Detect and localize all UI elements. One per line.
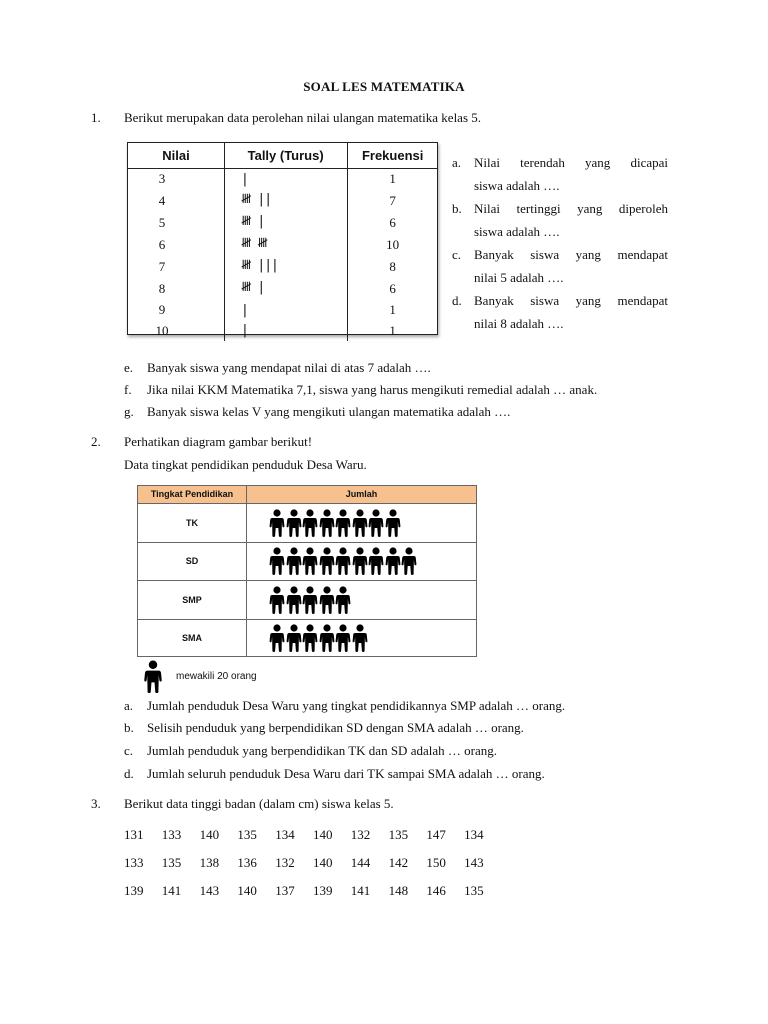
question-letter: a.	[452, 155, 462, 170]
person-icon	[302, 624, 318, 652]
person-icon	[286, 547, 302, 575]
q3-intro: Berikut data tinggi badan (dalam cm) siswa kelas 5.	[124, 796, 394, 811]
tally-cell-frekuensi: 6	[389, 280, 396, 296]
question-text-line2: siswa adalah ….	[474, 178, 560, 193]
height-value: 140	[237, 883, 257, 898]
person-icon	[368, 547, 384, 575]
person-icon	[385, 509, 401, 537]
height-value: 140	[199, 827, 220, 842]
height-value: 146	[426, 883, 446, 898]
pictograph-header	[138, 486, 476, 504]
pictograph-icons	[247, 504, 476, 542]
pictograph-legend	[143, 660, 257, 693]
tally-cell-frekuensi: 7	[389, 192, 396, 208]
person-icon	[302, 586, 318, 614]
question-letter: b.	[124, 720, 134, 735]
height-value: 140	[312, 827, 333, 842]
question-letter: d.	[124, 766, 134, 781]
person-icon	[335, 586, 351, 614]
question-text: Banyak siswa kelas V yang mengikuti ulangan matematika adalah ….	[147, 404, 511, 419]
height-value: 133	[161, 827, 182, 842]
height-value: 138	[199, 855, 220, 870]
tally-cell-tally: |	[224, 300, 347, 321]
height-value: 139	[124, 883, 144, 898]
side-question	[452, 197, 668, 243]
tally-cell-tally: |	[224, 321, 347, 342]
question-text-line2: nilai 5 adalah ….	[474, 270, 564, 285]
tally-header-tally: Tally (Turus)	[224, 143, 347, 169]
pictograph-header-level: Tingkat Pendidikan	[138, 486, 247, 503]
question-text-line2: siswa adalah ….	[474, 224, 560, 239]
tally-cell-nilai: 7	[128, 256, 224, 278]
person-icon	[269, 547, 285, 575]
person-icon	[143, 660, 163, 693]
person-icon	[302, 509, 318, 537]
q1-number: 1.	[91, 110, 101, 125]
question-text: Jika nilai KKM Matematika 7,1, siswa yang harus mengikuti remedial adalah … anak.	[147, 382, 598, 397]
question-text-line1: Nilai terendah yang dicapai	[474, 155, 668, 170]
person-icon	[269, 624, 285, 652]
person-icon	[335, 509, 351, 537]
person-icon	[286, 624, 302, 652]
tally-cell-nilai: 10	[128, 321, 224, 342]
height-data-row	[124, 855, 502, 871]
pictograph-row	[138, 581, 476, 620]
question-text: Jumlah seluruh penduduk Desa Waru dari TK sampai SMA adalah … orang.	[147, 766, 545, 781]
tally-row	[128, 256, 437, 278]
height-value: 137	[275, 883, 295, 898]
person-icon	[286, 509, 302, 537]
question-letter: d.	[452, 293, 462, 308]
height-value: 136	[237, 855, 257, 870]
person-icon	[286, 586, 302, 614]
q3-number: 3.	[91, 796, 101, 811]
pictograph-row	[138, 504, 476, 543]
pictograph-icons	[247, 543, 476, 581]
height-value: 132	[350, 827, 371, 842]
person-icon	[385, 547, 401, 575]
tally-cell-nilai: 8	[128, 278, 224, 300]
tally-cell-frekuensi: 6	[389, 214, 396, 230]
height-value: 140	[312, 855, 333, 870]
q1-side-questions	[452, 151, 668, 335]
pictograph-label: SMP	[138, 581, 247, 619]
person-icon	[302, 547, 318, 575]
side-question	[452, 243, 668, 289]
person-icon	[269, 586, 285, 614]
pictograph-row	[138, 620, 476, 658]
person-icon	[335, 547, 351, 575]
person-icon	[319, 586, 335, 614]
person-icon	[401, 547, 417, 575]
height-value: 135	[388, 827, 409, 842]
height-value: 139	[312, 883, 333, 898]
pictograph-label: SMA	[138, 620, 247, 658]
tally-row	[128, 321, 437, 342]
tally-cell-frekuensi: 1	[389, 171, 396, 187]
height-value: 142	[388, 855, 409, 870]
person-icon	[269, 509, 285, 537]
person-icon	[319, 624, 335, 652]
height-value: 131	[124, 827, 144, 842]
question-letter: g.	[124, 404, 134, 419]
question-text-line2: nilai 8 adalah ….	[474, 316, 564, 331]
height-data-row	[124, 883, 502, 899]
question-letter: f.	[124, 382, 132, 397]
question-text: Selisih penduduk yang berpendidikan SD dengan SMA adalah … orang.	[147, 720, 524, 735]
person-icon	[352, 547, 368, 575]
pictograph-header-count: Jumlah	[345, 489, 378, 499]
height-value: 134	[275, 827, 295, 842]
q2-number: 2.	[91, 434, 101, 449]
height-value: 148	[388, 883, 409, 898]
height-value: 143	[199, 883, 220, 898]
tally-cell-tally: 𝍸 |	[224, 212, 347, 234]
tally-cell-frekuensi: 1	[389, 322, 396, 338]
height-value: 135	[161, 855, 182, 870]
person-icon	[319, 547, 335, 575]
question-letter: c.	[452, 247, 462, 262]
tally-cell-frekuensi: 10	[386, 236, 400, 252]
tally-cell-tally: 𝍸 |||	[224, 256, 347, 278]
height-data-row	[124, 827, 502, 843]
height-value: 141	[350, 883, 371, 898]
height-value: 144	[350, 855, 371, 870]
tally-row	[128, 234, 437, 256]
tally-row	[128, 169, 437, 190]
pictograph-table	[137, 485, 477, 657]
q2-subtitle: Data tingkat pendidikan penduduk Desa Waru.	[124, 457, 367, 472]
tally-table	[127, 142, 438, 339]
tally-cell-frekuensi: 8	[389, 258, 396, 274]
height-value: 150	[426, 855, 446, 870]
tally-header-frekuensi: Frekuensi	[348, 143, 437, 169]
question-text: Banyak siswa yang mendapat nilai di atas 7 adalah ….	[147, 360, 431, 375]
tally-cell-nilai: 4	[128, 190, 224, 212]
question-text-line1: Nilai tertinggi yang diperoleh	[474, 201, 668, 216]
page-title: SOAL LES MATEMATIKA	[303, 79, 465, 94]
side-question	[452, 151, 668, 197]
tally-cell-tally: 𝍸 |	[224, 278, 347, 300]
tally-row	[128, 190, 437, 212]
tally-cell-tally: 𝍸 𝍸	[224, 234, 347, 256]
person-icon	[335, 624, 351, 652]
question-letter: e.	[124, 360, 134, 375]
question-letter: b.	[452, 201, 462, 216]
height-value: 135	[237, 827, 257, 842]
person-icon	[368, 509, 384, 537]
q2-intro: Perhatikan diagram gambar berikut!	[124, 434, 313, 449]
pictograph-row	[138, 543, 476, 582]
pictograph-label: SD	[138, 543, 247, 581]
tally-cell-frekuensi: 1	[389, 302, 396, 318]
tally-cell-nilai: 6	[128, 234, 224, 256]
height-value: 147	[426, 827, 446, 842]
tally-row	[128, 300, 437, 321]
tally-row	[128, 278, 437, 300]
pictograph-label: TK	[138, 504, 247, 542]
question-text: Jumlah penduduk yang berpendidikan TK dan SD adalah … orang.	[147, 743, 497, 758]
legend-text: mewakili 20 orang	[176, 671, 257, 682]
person-icon	[319, 509, 335, 537]
height-value: 132	[275, 855, 295, 870]
question-text-line1: Banyak siswa yang mendapat	[474, 293, 668, 308]
height-value: 133	[124, 855, 144, 870]
tally-cell-nilai: 5	[128, 212, 224, 234]
tally-row	[128, 212, 437, 234]
height-value: 134	[464, 827, 484, 842]
height-value: 135	[464, 883, 484, 898]
q1-intro: Berikut merupakan data perolehan nilai ulangan matematika kelas 5.	[124, 110, 482, 125]
tally-cell-nilai: 9	[128, 300, 224, 321]
question-text-line1: Banyak siswa yang mendapat	[474, 247, 668, 262]
height-value: 143	[464, 855, 484, 870]
person-icon	[352, 624, 368, 652]
height-value: 141	[161, 883, 182, 898]
tally-cell-tally: 𝍸 ||	[224, 190, 347, 212]
question-text: Jumlah penduduk Desa Waru yang tingkat pendidikannya SMP adalah … orang.	[147, 698, 566, 713]
question-letter: c.	[124, 743, 134, 758]
person-icon	[352, 509, 368, 537]
tally-header-nilai: Nilai	[128, 143, 224, 169]
tally-cell-tally: |	[224, 169, 347, 190]
tally-cell-nilai: 3	[128, 169, 224, 190]
pictograph-icons	[247, 620, 476, 658]
pictograph-icons	[247, 581, 476, 619]
side-question	[452, 289, 668, 335]
question-letter: a.	[124, 698, 134, 713]
